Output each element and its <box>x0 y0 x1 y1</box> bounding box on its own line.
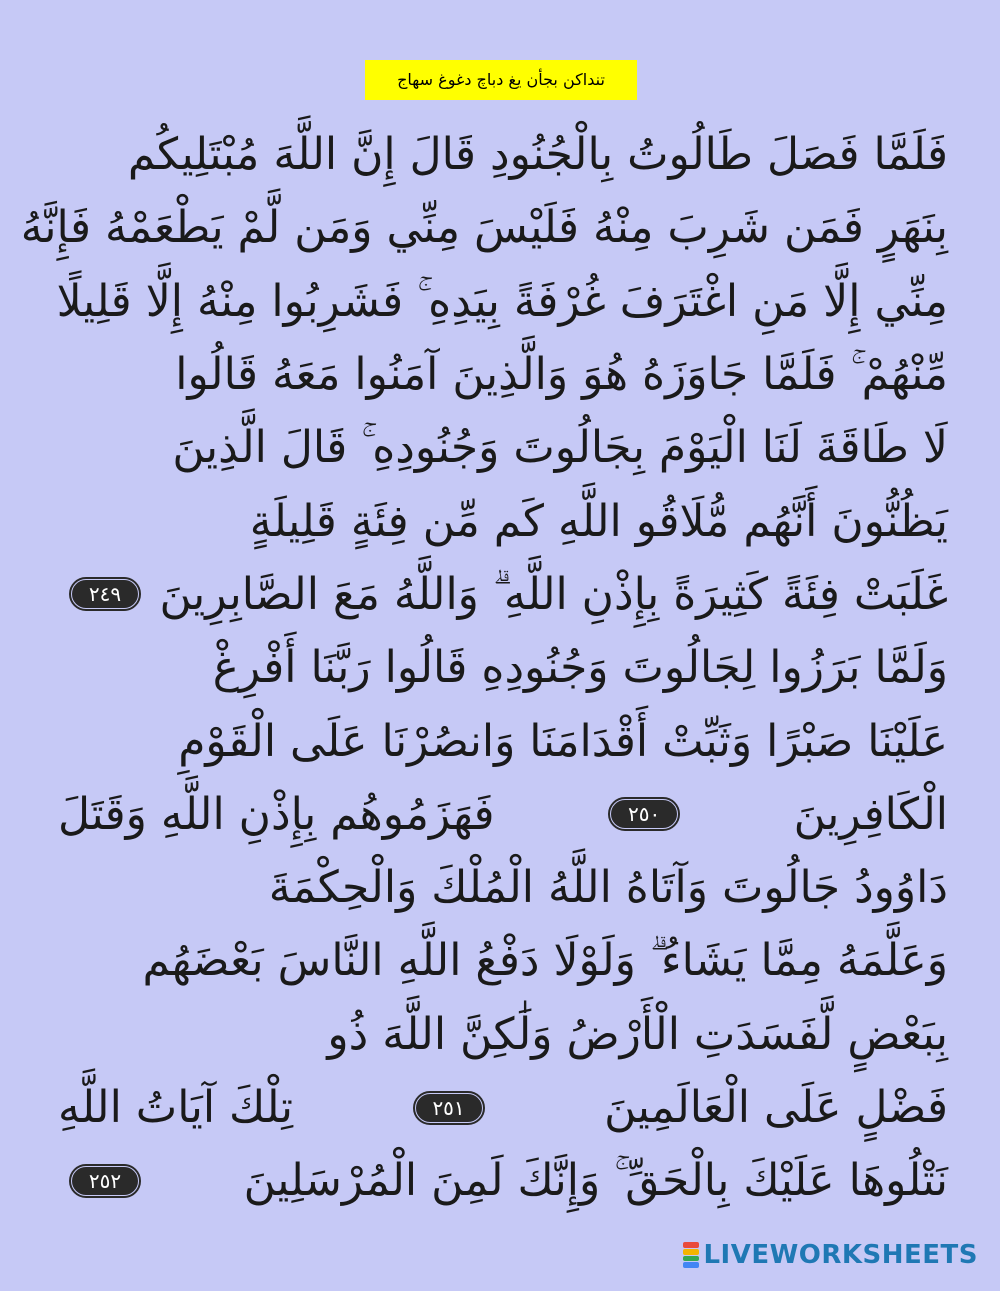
text-line <box>58 338 948 411</box>
line-text: مِّنْهُمْ ۚ فَلَمَّا جَاوَزَهُ هُوَ وَالَّذِينَ آمَنُوا مَعَهُ قَالُوا <box>175 349 948 401</box>
line-text: بِنَهَرٍ فَمَن شَرِبَ مِنْهُ فَلَيْسَ مِنِّي وَمَن لَّمْ يَطْعَمْهُ فَإِنَّهُ <box>20 202 948 254</box>
ayah-number-marker: ٢٥٠ <box>607 796 681 832</box>
logo-bar <box>683 1249 699 1255</box>
line-text: وَلَمَّا بَرَزُوا لِجَالُوتَ وَجُنُودِهِ قَالُوا رَبَّنَا أَفْرِغْ <box>212 642 948 694</box>
logo-icon <box>683 1242 699 1268</box>
line-text: لَا طَاقَةَ لَنَا الْيَوْمَ بِجَالُوتَ وَجُنُودِهِ ۚ قَالَ الَّذِينَ <box>172 422 948 474</box>
text-line <box>58 411 948 484</box>
line-text-continued: تِلْكَ آيَاتُ اللَّهِ <box>58 1082 293 1133</box>
line-text: الْكَافِرِينَ <box>793 788 948 840</box>
logo-bar <box>683 1242 699 1248</box>
text-line <box>58 1144 948 1217</box>
instruction-box: تنداكن بجأن يغ دباچ دغوغ سهاج <box>365 60 637 100</box>
line-text: فَلَمَّا فَصَلَ طَالُوتُ بِالْجُنُودِ قَالَ إِنَّ اللَّهَ مُبْتَلِيكُم <box>127 129 948 181</box>
logo-bar <box>683 1262 699 1268</box>
line-text: بِبَعْضٍ لَّفَسَدَتِ الْأَرْضُ وَلَٰكِنَّ اللَّهَ ذُو <box>327 1008 948 1060</box>
text-line <box>58 484 948 557</box>
line-text: عَلَيْنَا صَبْرًا وَثَبِّتْ أَقْدَامَنَا وَانصُرْنَا عَلَى الْقَوْمِ <box>178 715 948 767</box>
line-text-continued: فَهَزَمُوهُم بِإِذْنِ اللَّهِ وَقَتَلَ <box>58 788 495 840</box>
ayah-number-marker: ٢٥١ <box>412 1090 486 1126</box>
text-line <box>58 924 948 997</box>
liveworksheets-logo <box>683 1241 978 1269</box>
line-text: غَلَبَتْ فِئَةً كَثِيرَةً بِإِذْنِ اللَّهِ ۗ وَاللَّهُ مَعَ الصَّابِرِينَ <box>159 568 948 620</box>
line-text: دَاوُودُ جَالُوتَ وَآتَاهُ اللَّهُ الْمُلْكَ وَالْحِكْمَةَ <box>268 862 948 914</box>
text-line <box>58 704 948 777</box>
text-line <box>58 631 948 704</box>
text-line <box>58 851 948 924</box>
text-line <box>58 1071 948 1144</box>
text-line <box>58 558 948 631</box>
quran-text-block <box>20 118 948 1218</box>
text-line <box>58 998 948 1071</box>
logo-bar <box>683 1256 699 1262</box>
line-text: وَعَلَّمَهُ مِمَّا يَشَاءُ ۗ وَلَوْلَا دَفْعُ اللَّهِ النَّاسَ بَعْضَهُم <box>142 935 948 987</box>
ayah-number-marker: ٢٤٩ <box>68 576 142 612</box>
line-text: مِنِّي إِلَّا مَنِ اغْتَرَفَ غُرْفَةً بِيَدِهِ ۚ فَشَرِبُوا مِنْهُ إِلَّا قَلِيلًا <box>56 275 948 327</box>
text-line <box>58 118 948 191</box>
ayah-number-marker: ٢٥٢ <box>68 1163 142 1199</box>
text-line <box>20 191 948 264</box>
text-line <box>58 778 948 851</box>
text-line <box>58 265 948 338</box>
logo-text: LIVEWORKSHEETS <box>703 1240 978 1270</box>
line-text: فَضْلٍ عَلَى الْعَالَمِينَ <box>604 1082 948 1133</box>
line-text: نَتْلُوهَا عَلَيْكَ بِالْحَقِّ ۚ وَإِنَّكَ لَمِنَ الْمُرْسَلِينَ <box>243 1155 948 1207</box>
line-text: يَظُنُّونَ أَنَّهُم مُّلَاقُو اللَّهِ كَم مِّن فِئَةٍ قَلِيلَةٍ <box>249 495 948 547</box>
